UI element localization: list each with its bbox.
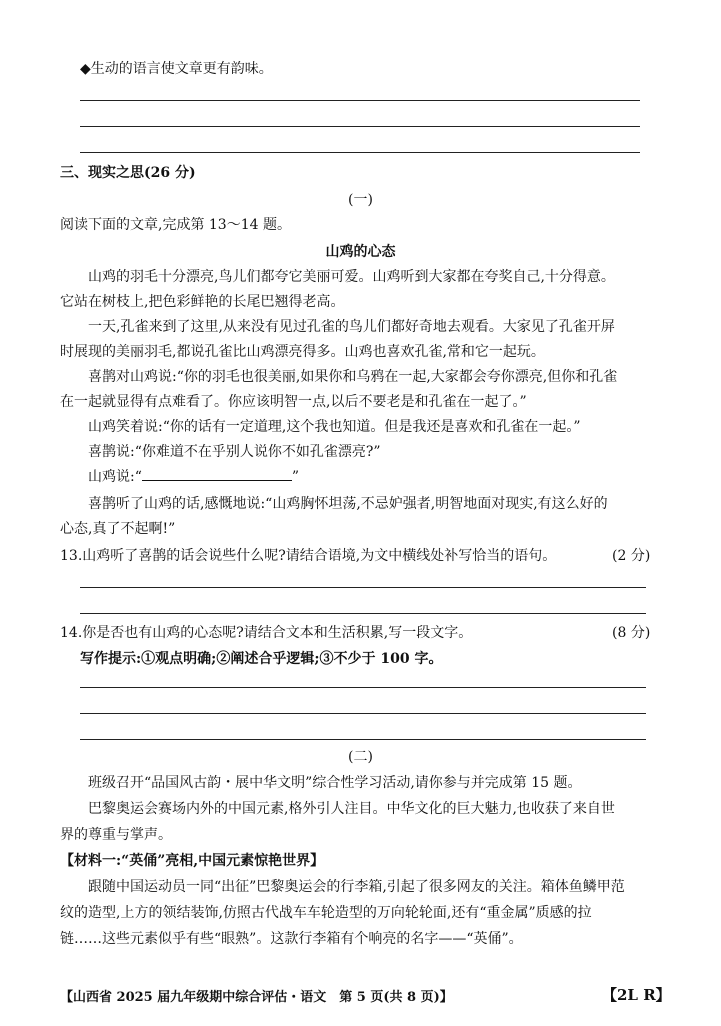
page-footer: 【山西省 2025 届九年级期中综合评估・语文 第 5 页(共 8 页)】 — [60, 990, 453, 1005]
blank-prefix: 山鸡说:“ — [88, 469, 142, 485]
question-13: 13.山鸡听了喜鹊的话会说些什么呢?请结合语境,为文中横线处补写恰当的语句。 — [60, 548, 557, 564]
story-paragraph: 喜鹊听了山鸡的话,感慨地说:“山鸡胸怀坦荡,不忌妒强者,明智地面对现实,有这么好的 — [88, 496, 608, 512]
answer-line — [80, 152, 640, 153]
story-paragraph: 它站在树枝上,把色彩鲜艳的长尾巴翘得老高。 — [60, 294, 345, 310]
material-paragraph: 纹的造型,上方的领结装饰,仿照古代战车车轮造型的万向轮轮面,还有“重金属”质感的拉 — [60, 905, 592, 921]
story-paragraph: 山鸡的羽毛十分漂亮,鸟儿们都夸它美丽可爱。山鸡听到大家都在夸奖自己,十分得意。 — [88, 269, 615, 285]
answer-line — [80, 100, 640, 101]
story-paragraph: 喜鹊对山鸡说:“你的羽毛也很美丽,如果你和乌鸦在一起,大家都会夸你漂亮,但你和孔雀 — [88, 369, 618, 385]
part-title: (一) — [348, 192, 373, 208]
question-14: 14.你是否也有山鸡的心态呢?请结合文本和生活积累,写一段文字。 — [60, 625, 473, 641]
answer-line — [80, 587, 646, 588]
story-paragraph: 一天,孔雀来到了这里,从来没有见过孔雀的鸟儿们都好奇地去观看。大家见了孔雀开屏 — [88, 319, 615, 335]
section-title: 三、现实之思(26 分) — [60, 165, 196, 181]
reading-instruction: 阅读下面的文章,完成第 13～14 题。 — [60, 217, 291, 233]
activity-intro: 班级召开“品国风古韵・展中华文明”综合性学习活动,请你参与并完成第 15 题。 — [88, 775, 582, 791]
story-paragraph: 心态,真了不起啊!” — [60, 521, 176, 537]
part-title: (二) — [348, 749, 373, 765]
writing-tips: 写作提示:①观点明确;②阐述合乎逻辑;③不少于 100 字。 — [80, 651, 443, 667]
intro-paragraph: 巴黎奥运会赛场内外的中国元素,格外引人注目。中华文化的巨大魅力,也收获了来自世 — [88, 801, 615, 817]
story-paragraph-blank — [88, 466, 299, 486]
blank-suffix: ” — [291, 469, 300, 485]
story-paragraph: 时展现的美丽羽毛,都说孔雀比山鸡漂亮得多。山鸡也喜欢孔雀,常和它一起玩。 — [60, 344, 545, 360]
bullet-prompt: ◆生动的语言使文章更有韵味。 — [80, 61, 273, 77]
question-13-score: (2 分) — [612, 548, 651, 564]
question-14-score: (8 分) — [612, 625, 651, 641]
story-paragraph: 喜鹊说:“你难道不在乎别人说你不如孔雀漂亮?” — [88, 444, 381, 460]
story-paragraph: 山鸡笑着说:“你的话有一定道理,这个我也知道。但是我还是喜欢和孔雀在一起。” — [88, 419, 581, 435]
story-paragraph: 在一起就显得有点难看了。你应该明智一点,以后不要老是和孔雀在一起了。” — [60, 394, 527, 410]
material-1-title: 【材料一:“英俑”亮相,中国元素惊艳世界】 — [60, 853, 325, 869]
material-paragraph: 跟随中国运动员一同“出征”巴黎奥运会的行李箱,引起了很多网友的关注。箱体鱼鳞甲范 — [88, 879, 625, 895]
material-paragraph: 链……这些元素似乎有些“眼熟”。这款行李箱有个响亮的名字——“英俑”。 — [60, 931, 523, 947]
answer-line — [80, 713, 646, 714]
answer-line — [80, 613, 646, 614]
answer-line — [80, 687, 646, 688]
fill-blank — [142, 466, 292, 481]
answer-line — [80, 739, 646, 740]
paper-code: 【2L R】 — [602, 986, 671, 1004]
answer-line — [80, 126, 640, 127]
story-title: 山鸡的心态 — [325, 244, 396, 260]
intro-paragraph: 界的尊重与掌声。 — [60, 827, 172, 843]
